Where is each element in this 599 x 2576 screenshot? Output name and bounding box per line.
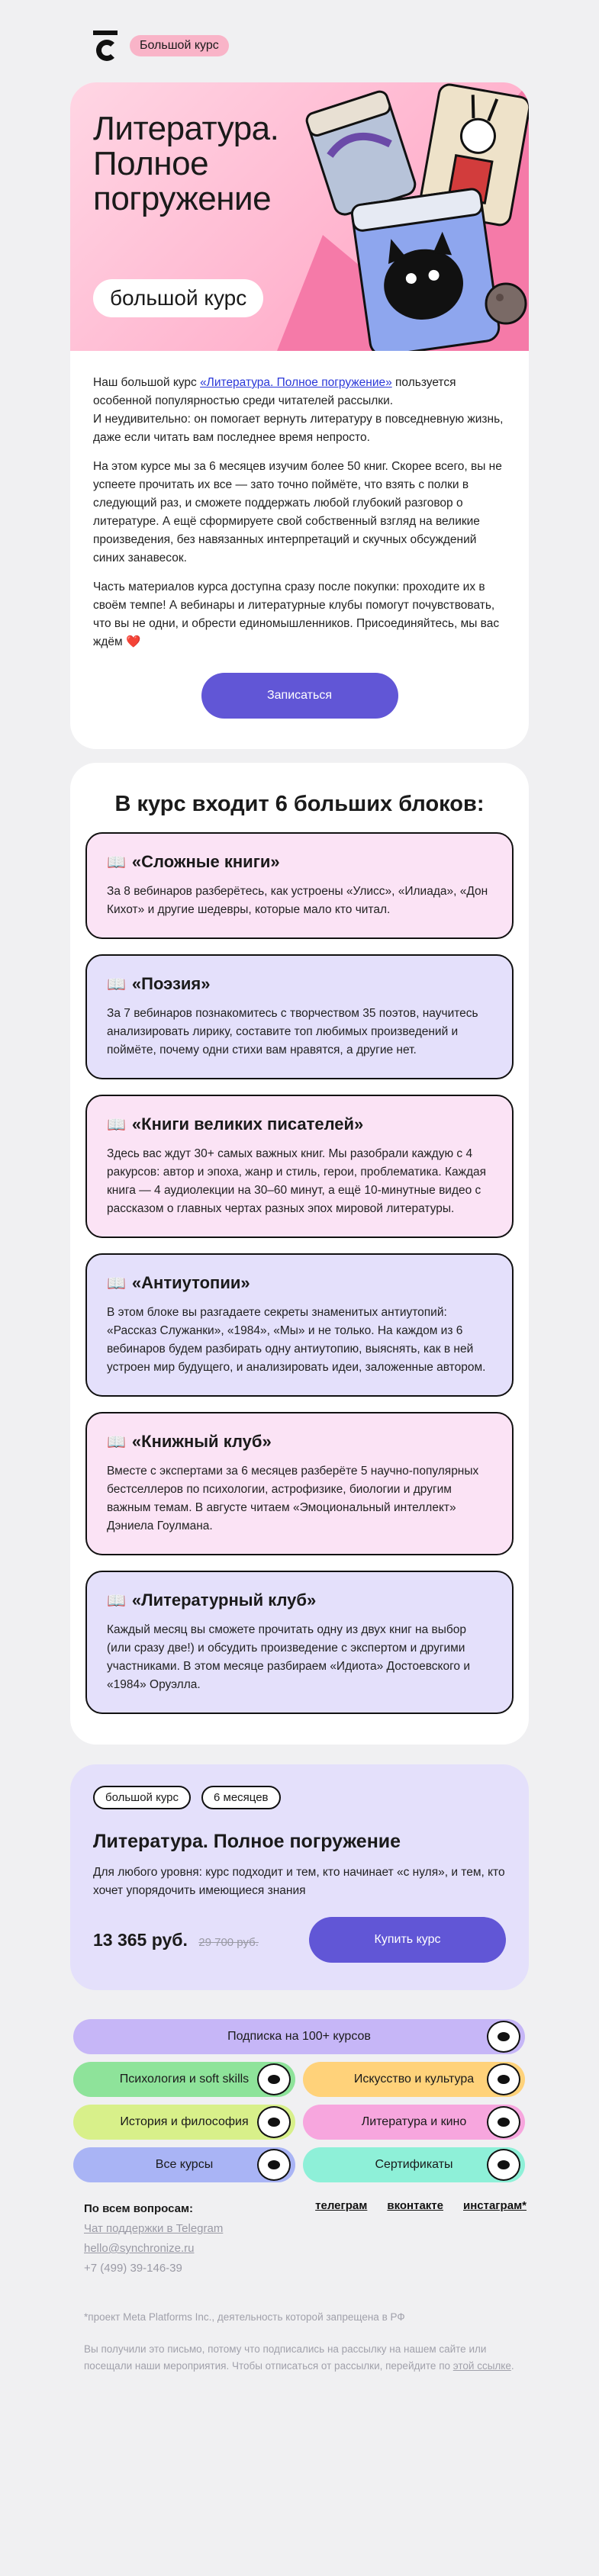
instagram-link[interactable]: инстаграм* xyxy=(463,2199,527,2212)
block-text: Здесь вас ждут 30+ самых важных книг. Мы разобрали каждую с 4 ракурсов: автор и эпоха, жанр и стиль, герои, проблематика. Каждая книга — 4 аудиолекции на 30–60 минут, а ещё 10-минутные видео с рассказом о главных чертах разных эпох мировой литературы. xyxy=(107,1147,487,1215)
old-price: 29 700 руб. xyxy=(198,1935,259,1949)
book-icon: 📖 xyxy=(107,976,126,993)
block-title: «Литературный клуб» xyxy=(131,1590,317,1610)
intro-text xyxy=(70,351,529,651)
doodle-face-icon xyxy=(487,2021,520,2053)
intro-paragraph-3: Часть материалов курса доступна сразу после покупки: проходите их в своём темпе! А вебинары и литературные клубы помогут почувствовать, что вы не одни, и обрести единомышленников. Присоединяйтесь, мы вас ждём ❤️ xyxy=(93,580,500,648)
hero-card xyxy=(70,82,529,749)
block-text: Каждый месяц вы сможете прочитать одну из двух книг на выбор (или сразу две!) и обсудить произведение с экспертом и другими участниками. В этом месяце разбираем «Идиота» Достоевского и «1984» Оруэлла. xyxy=(107,1623,471,1691)
email-link[interactable]: hello@synchronize.ru xyxy=(84,2242,195,2255)
nav-label: Сертификаты xyxy=(375,2158,453,2171)
book-icon: 📖 xyxy=(107,1275,126,1292)
intro-paragraph-1: Наш большой курс «Литература. Полное погружение» пользуется особенной популярностью среди читателей рассылки. И неудивительно: он помогает вернуть литературу в повседневную жизнь, даже если читать вам последнее время непросто. xyxy=(93,376,504,444)
tag-duration: 6 месяцев xyxy=(201,1786,281,1809)
doodle-face-icon xyxy=(487,2063,520,2095)
block-text: В этом блоке вы разгадаете секреты знаменитых антиутопий: «Рассказ Служанки», «1984», «Мы» и не только. На каждом из 6 вебинаров будем разбирать одну антиутопию, выяснять, как в ней устроен мир будущего, и анализировать идеи, заложенные автором. xyxy=(107,1306,486,1374)
book-icon: 📖 xyxy=(107,1433,126,1451)
telegram-support-link[interactable]: Чат поддержки в Telegram xyxy=(84,2222,224,2235)
footer-nav xyxy=(73,2019,525,2182)
nav-subscription[interactable] xyxy=(73,2019,525,2054)
nav-certificates[interactable] xyxy=(303,2147,525,2182)
nav-art[interactable] xyxy=(303,2062,525,2097)
hero-pill: большой курс xyxy=(93,279,263,317)
nav-label: Все курсы xyxy=(155,2158,214,2171)
unsubscribe-text: Вы получили это письмо, потому что подписались на рассылку на нашем сайте или посещали наши мероприятия. Чтобы отписаться от рассылки, перейдите по этой ссылке. xyxy=(84,2343,514,2372)
purchase-description: Для любого уровня: курс подходит и тем, кто начинает «с нуля», и тем, кто хочет упорядочить имеющиеся знания xyxy=(93,1866,505,1897)
block-card xyxy=(85,1571,514,1714)
nav-literature[interactable] xyxy=(303,2105,525,2140)
tag-course-type: большой курс xyxy=(93,1786,191,1809)
buy-course-button[interactable]: Купить курс xyxy=(309,1917,506,1963)
current-price: 13 365 руб. xyxy=(93,1929,188,1950)
book-icon: 📖 xyxy=(107,854,126,871)
doodle-face-icon xyxy=(257,2063,291,2095)
nav-label: Литература и кино xyxy=(361,2115,467,2128)
brand-logo[interactable] xyxy=(93,31,119,61)
nav-all-courses[interactable] xyxy=(73,2147,295,2182)
course-link[interactable]: «Литература. Полное погружение» xyxy=(200,376,392,389)
nav-label: Психология и soft skills xyxy=(119,2073,250,2086)
telegram-link[interactable]: телеграм xyxy=(315,2199,368,2212)
phone-number[interactable]: +7 (499) 39-146-39 xyxy=(84,2262,182,2275)
doodle-face-icon xyxy=(487,2106,520,2138)
block-title: «Сложные книги» xyxy=(131,852,280,871)
block-card xyxy=(85,954,514,1079)
blocks-title: В курс входит 6 больших блоков: xyxy=(114,792,485,816)
doodle-face-icon xyxy=(257,2106,291,2138)
intro-paragraph-2: На этом курсе мы за 6 месяцев изучим более 50 книг. Скорее всего, вы не успеете прочитать их все — зато точно поймёте, что взять с полки в следующий раз, и сможете поддержать любой глубокий разговор о литературе. А ещё сформируете свой собственный взгляд на великие произведения, без навязанных интерпретаций и скучных обсуждений синих занавесок. xyxy=(93,460,502,564)
social-links xyxy=(315,2199,527,2279)
book-icon: 📖 xyxy=(107,1592,126,1610)
vkontakte-link[interactable]: вконтакте xyxy=(387,2199,443,2212)
price xyxy=(93,1930,259,1950)
block-card xyxy=(85,1412,514,1555)
block-title: «Книги великих писателей» xyxy=(131,1114,364,1134)
hero-title: Литература. Полное погружение xyxy=(93,110,279,217)
course-blocks-card xyxy=(70,763,529,1745)
block-title: «Поэзия» xyxy=(131,974,211,993)
purchase-card xyxy=(70,1764,529,1990)
hero-illustration xyxy=(277,82,529,351)
contacts xyxy=(84,2199,527,2279)
block-card xyxy=(85,1095,514,1238)
legal-footer xyxy=(84,2309,519,2375)
contacts-heading: По всем вопросам: xyxy=(84,2202,194,2215)
block-text: За 8 вебинаров разберётесь, как устроены «Улисс», «Илиада», «Дон Кихот» и другие шедевры, которые мало кто читал. xyxy=(107,885,488,916)
doodle-face-icon xyxy=(487,2149,520,2181)
doodle-face-icon xyxy=(257,2149,291,2181)
hero-banner[interactable] xyxy=(70,82,529,351)
purchase-title: Литература. Полное погружение xyxy=(93,1831,401,1852)
block-card xyxy=(85,832,514,939)
book-icon: 📖 xyxy=(107,1116,126,1134)
block-title: «Книжный клуб» xyxy=(131,1432,272,1451)
nav-psychology[interactable] xyxy=(73,2062,295,2097)
nav-history[interactable] xyxy=(73,2105,295,2140)
meta-disclaimer: *проект Meta Platforms Inc., деятельность которой запрещена в РФ xyxy=(84,2311,405,2323)
nav-label: История и философия xyxy=(120,2115,249,2128)
header xyxy=(93,23,599,69)
block-title: «Антиутопии» xyxy=(131,1273,250,1292)
nav-label: Искусство и культура xyxy=(353,2073,475,2086)
block-card xyxy=(85,1253,514,1397)
signup-button[interactable]: Записаться xyxy=(201,673,398,719)
course-type-badge: Большой курс xyxy=(130,35,229,56)
block-text: Вместе с экспертами за 6 месяцев разберёте 5 научно-популярных бестселлеров по психологии, астрофизике, биологии и другим важным темам. В августе читаем «Эмоциональный интеллект» Дэниела Гоулмана. xyxy=(107,1465,479,1532)
unsubscribe-link[interactable]: этой ссылке xyxy=(452,2360,511,2372)
block-text: За 7 вебинаров познакомитесь с творчеством 35 поэтов, научитесь анализировать лирику, составите топ любимых произведений и поймёте, почему одни стихи вам нравятся, а другие нет. xyxy=(107,1007,478,1056)
nav-label: Подписка на 100+ курсов xyxy=(227,2030,371,2043)
